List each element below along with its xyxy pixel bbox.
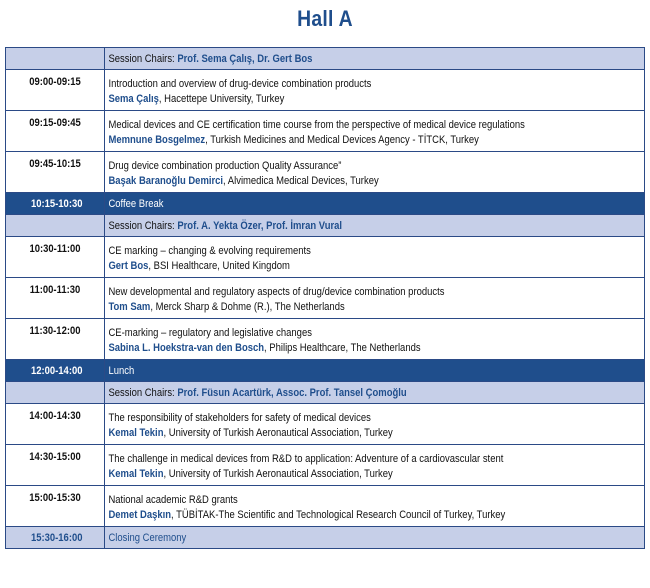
speaker-line: [108, 92, 568, 107]
table-row: [6, 237, 645, 278]
talk-title: Drug device combination production Quality Assurance”: [108, 160, 342, 172]
speaker-affiliation: , Merck Sharp & Dohme (R.), The Netherlands: [150, 301, 345, 313]
session-chairs: [105, 53, 569, 65]
content-cell: [105, 382, 645, 404]
table-row: [6, 319, 645, 360]
table-row: [6, 445, 645, 486]
speaker-affiliation: , Alvimedica Medical Devices, Turkey: [223, 175, 379, 187]
talk-details: [105, 404, 569, 441]
talk-details: [105, 278, 569, 315]
content-cell: [105, 360, 645, 382]
time-cell: [6, 404, 105, 445]
break-row: [6, 360, 645, 382]
time-cell: [6, 237, 105, 278]
session-chairs-names: Prof. Sema Çalış, Dr. Gert Bos: [177, 52, 313, 65]
session-chairs: [105, 220, 569, 232]
time-cell: [6, 215, 105, 237]
content-cell: [105, 278, 645, 319]
content-cell: [105, 486, 645, 527]
time-slot: 15:30-16:00: [30, 531, 83, 544]
talk-details: [105, 486, 569, 523]
talk-title: Medical devices and CE certification time course from the perspective of medical device regulations: [108, 119, 525, 131]
talk-details: [105, 319, 569, 356]
time-slot: 14:00-14:30: [29, 410, 81, 422]
time-slot: 15:00-15:30: [29, 492, 81, 504]
table-row: [6, 278, 645, 319]
session-row: [6, 215, 645, 237]
talk-details: [105, 70, 569, 107]
content-cell: [105, 445, 645, 486]
break-label: Coffee Break: [108, 197, 164, 210]
talk-details: [105, 237, 569, 274]
table-row: [6, 404, 645, 445]
talk-title: CE-marking – regulatory and legislative changes: [108, 327, 312, 339]
table-row: [6, 152, 645, 193]
content-cell: [105, 70, 645, 111]
table-row: [6, 486, 645, 527]
session-row: [6, 382, 645, 404]
table-row: [6, 111, 645, 152]
speaker-name: Kemal Tekin: [108, 427, 164, 439]
content-cell: [105, 215, 645, 237]
speaker-name: Kemal Tekin: [108, 468, 164, 480]
time-cell: [6, 445, 105, 486]
speaker-affiliation: , Philips Healthcare, The Netherlands: [264, 342, 421, 354]
time-slot: 10:15-10:30: [30, 197, 83, 210]
session-chairs-label: Session Chairs:: [108, 386, 178, 399]
time-cell: [6, 193, 105, 215]
session-chairs-label: Session Chairs:: [108, 219, 178, 232]
session-chairs: [105, 387, 569, 399]
time-cell: [6, 360, 105, 382]
speaker-affiliation: , Hacettepe University, Turkey: [158, 93, 285, 105]
speaker-line: [108, 259, 568, 274]
speaker-line: [108, 508, 568, 523]
speaker-line: [108, 133, 568, 148]
speaker-affiliation: , University of Turkish Aeronautical Association, Turkey: [163, 427, 393, 439]
speaker-affiliation: , Turkish Medicines and Medical Devices Agency - TİTCK, Turkey: [205, 134, 479, 146]
content-cell: [105, 527, 645, 549]
time-cell: [6, 486, 105, 527]
talk-details: [105, 152, 569, 189]
talk-details: [105, 445, 569, 482]
program-table-body: [6, 48, 645, 549]
speaker-name: Tom Sam: [108, 301, 151, 313]
time-cell: [6, 527, 105, 549]
speaker-name: Sema Çalış: [108, 93, 159, 105]
time-slot: 11:30-12:00: [29, 325, 81, 337]
hall-title: Hall A: [297, 6, 353, 31]
content-cell: [105, 152, 645, 193]
speaker-line: [108, 341, 568, 356]
time-cell: [6, 319, 105, 360]
session-chairs-label: Session Chairs:: [108, 52, 178, 65]
session-chairs-names: Prof. Füsun Acartürk, Assoc. Prof. Tansel Çomoğlu: [177, 386, 407, 399]
content-cell: [105, 111, 645, 152]
break-label: Lunch: [108, 364, 135, 377]
speaker-line: [108, 467, 568, 482]
speaker-affiliation: , BSI Healthcare, United Kingdom: [148, 260, 290, 272]
talk-title: Introduction and overview of drug-device combination products: [108, 78, 372, 90]
session-chairs-names: Prof. A. Yekta Özer, Prof. İmran Vural: [177, 219, 343, 232]
time-cell: [6, 278, 105, 319]
speaker-name: Başak Baranoğlu Demirci: [108, 175, 224, 187]
time-cell: [6, 70, 105, 111]
time-slot: 09:45-10:15: [29, 158, 81, 170]
time-slot: 11:00-11:30: [29, 284, 81, 296]
speaker-name: Gert Bos: [108, 260, 149, 272]
time-cell: [6, 152, 105, 193]
talk-title: New developmental and regulatory aspects of drug/device combination products: [108, 286, 445, 298]
break-row: [6, 193, 645, 215]
session-row: [6, 48, 645, 70]
speaker-line: [108, 426, 568, 441]
content-cell: [105, 48, 645, 70]
talk-title: The challenge in medical devices from R&D to application: Adventure of a cardiovascular stent: [108, 453, 504, 465]
content-cell: [105, 319, 645, 360]
time-slot: 10:30-11:00: [29, 243, 81, 255]
speaker-affiliation: , TÜBİTAK-The Scientific and Technological Research Council of Turkey, Turkey: [171, 509, 506, 521]
talk-details: [105, 111, 569, 148]
time-cell: [6, 382, 105, 404]
program-table: [5, 47, 645, 549]
speaker-affiliation: , University of Turkish Aeronautical Association, Turkey: [163, 468, 393, 480]
talk-title: National academic R&D grants: [108, 494, 238, 506]
time-cell: [6, 111, 105, 152]
content-cell: [105, 237, 645, 278]
content-cell: [105, 193, 645, 215]
speaker-line: [108, 174, 568, 189]
speaker-line: [108, 300, 568, 315]
final-row: [6, 527, 645, 549]
speaker-name: Demet Daşkın: [108, 509, 172, 521]
speaker-name: Memnune Bosgelmez: [108, 134, 206, 146]
closing-label: Closing Ceremony: [108, 531, 187, 544]
talk-title: The responsibility of stakeholders for safety of medical devices: [108, 412, 371, 424]
time-slot: 12:00-14:00: [30, 364, 83, 377]
time-slot: 14:30-15:00: [29, 451, 81, 463]
time-slot: 09:15-09:45: [29, 117, 81, 129]
speaker-name: Sabina L. Hoekstra-van den Bosch: [108, 342, 265, 354]
content-cell: [105, 404, 645, 445]
talk-title: CE marking – changing & evolving requirements: [108, 245, 311, 257]
table-row: [6, 70, 645, 111]
time-cell: [6, 48, 105, 70]
time-slot: 09:00-09:15: [29, 76, 81, 88]
